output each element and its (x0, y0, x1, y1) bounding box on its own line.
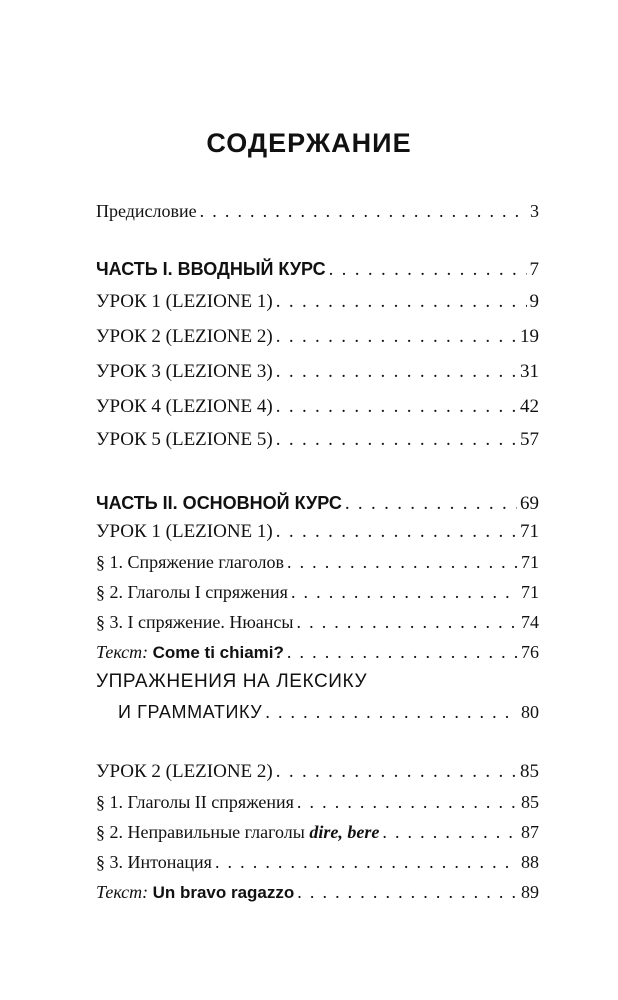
entry-page: 42 (520, 396, 539, 417)
entry-page: 89 (521, 882, 539, 902)
entry-page: 71 (520, 521, 539, 542)
entry-page: 19 (520, 326, 539, 347)
entry-label (96, 880, 294, 905)
entry-label: УРОК 2 (LEZIONE 2) (96, 326, 273, 347)
toc-entry-section (96, 610, 539, 634)
dot-leader (215, 850, 518, 874)
dot-leader (276, 760, 517, 784)
entry-label (96, 640, 284, 665)
toc-entry-section (96, 820, 539, 844)
entry-label-text: § 2. Неправильные глаголы (96, 822, 305, 842)
toc-entry-lesson (96, 428, 539, 452)
entry-page: 57 (520, 429, 539, 450)
entry-label: УРОК 1 (LEZIONE 1) (96, 291, 273, 312)
text-title: Un bravo ragazzo (152, 883, 295, 902)
entry-page: 69 (520, 493, 539, 514)
toc-entry-section (96, 550, 539, 574)
entry-page: 87 (521, 822, 539, 842)
dot-leader (276, 290, 527, 314)
dot-leader (276, 360, 517, 384)
dot-leader (200, 199, 527, 223)
entry-label: § 1. Спряжение глаголов (96, 552, 284, 572)
entry-label: ЧАСТЬ I. ВВОДНЫЙ КУРС (96, 259, 326, 279)
entry-label: § 2. Глаголы I спряжения (96, 582, 288, 602)
entry-label: § 1. Глаголы II спряжения (96, 792, 294, 812)
toc-entry-text (96, 640, 539, 665)
dot-leader (276, 520, 517, 544)
dot-leader (345, 492, 517, 516)
dot-leader (276, 395, 517, 419)
dot-leader (297, 880, 518, 904)
toc-entry-lesson (96, 760, 539, 784)
entry-label: Предисловие (96, 201, 197, 221)
toc-entry-exercises (118, 700, 539, 724)
toc-entry-section (96, 850, 539, 874)
entry-page: 71 (521, 582, 539, 602)
text-prefix: Текст: (96, 642, 149, 662)
entry-page: 85 (520, 761, 539, 782)
entry-label: ЧАСТЬ II. ОСНОВНОЙ КУРС (96, 493, 342, 513)
dot-leader (276, 325, 517, 349)
entry-label: § 3. Интонация (96, 852, 212, 872)
toc-entry-section (96, 790, 539, 814)
entry-label: УРОК 3 (LEZIONE 3) (96, 361, 273, 382)
toc-entry-lesson (96, 290, 539, 314)
toc-entry-text (96, 880, 539, 905)
dot-leader (297, 610, 519, 634)
toc-entry-lesson (96, 360, 539, 384)
entry-label (96, 820, 379, 844)
dot-leader (291, 580, 518, 604)
page-title: СОДЕРЖАНИЕ (206, 128, 412, 158)
entry-page: 76 (521, 642, 539, 662)
entry-page: 74 (521, 612, 539, 632)
entry-label: УРОК 4 (LEZIONE 4) (96, 396, 273, 417)
exercises-line-1: УПРАЖНЕНИЯ НА ЛЕКСИКУ (96, 671, 368, 692)
entry-label: УРОК 1 (LEZIONE 1) (96, 521, 273, 542)
toc-entry-lesson (96, 325, 539, 349)
toc-entry-lesson (96, 520, 539, 544)
toc-entry-part1 (96, 257, 539, 282)
dot-leader (287, 640, 518, 664)
entry-page: 31 (520, 361, 539, 382)
entry-label-emphasis: dire, bere (309, 822, 380, 842)
entry-page: 71 (521, 552, 539, 572)
toc-entry-section (96, 580, 539, 604)
text-prefix: Текст: (96, 882, 149, 902)
text-title: Come ti chiami? (152, 643, 284, 662)
entry-page: 9 (529, 291, 539, 312)
dot-leader (329, 258, 527, 282)
dot-leader (382, 820, 518, 844)
dot-leader (287, 550, 518, 574)
entry-label: § 3. I спряжение. Нюансы (96, 612, 294, 632)
toc-entry-preface (96, 199, 539, 223)
entry-page: 3 (530, 201, 539, 221)
entry-label: И ГРАММАТИКУ (118, 702, 263, 722)
entry-label: УРОК 2 (LEZIONE 2) (96, 761, 273, 782)
dot-leader (276, 428, 517, 452)
entry-page: 85 (521, 792, 539, 812)
entry-page: 88 (521, 852, 539, 872)
toc-entry-lesson (96, 395, 539, 419)
entry-label: УРОК 5 (LEZIONE 5) (96, 429, 273, 450)
toc-entry-part2 (96, 491, 539, 516)
entry-page: 7 (529, 259, 539, 280)
entry-page: 80 (521, 702, 539, 722)
dot-leader (297, 790, 518, 814)
dot-leader (265, 700, 518, 724)
